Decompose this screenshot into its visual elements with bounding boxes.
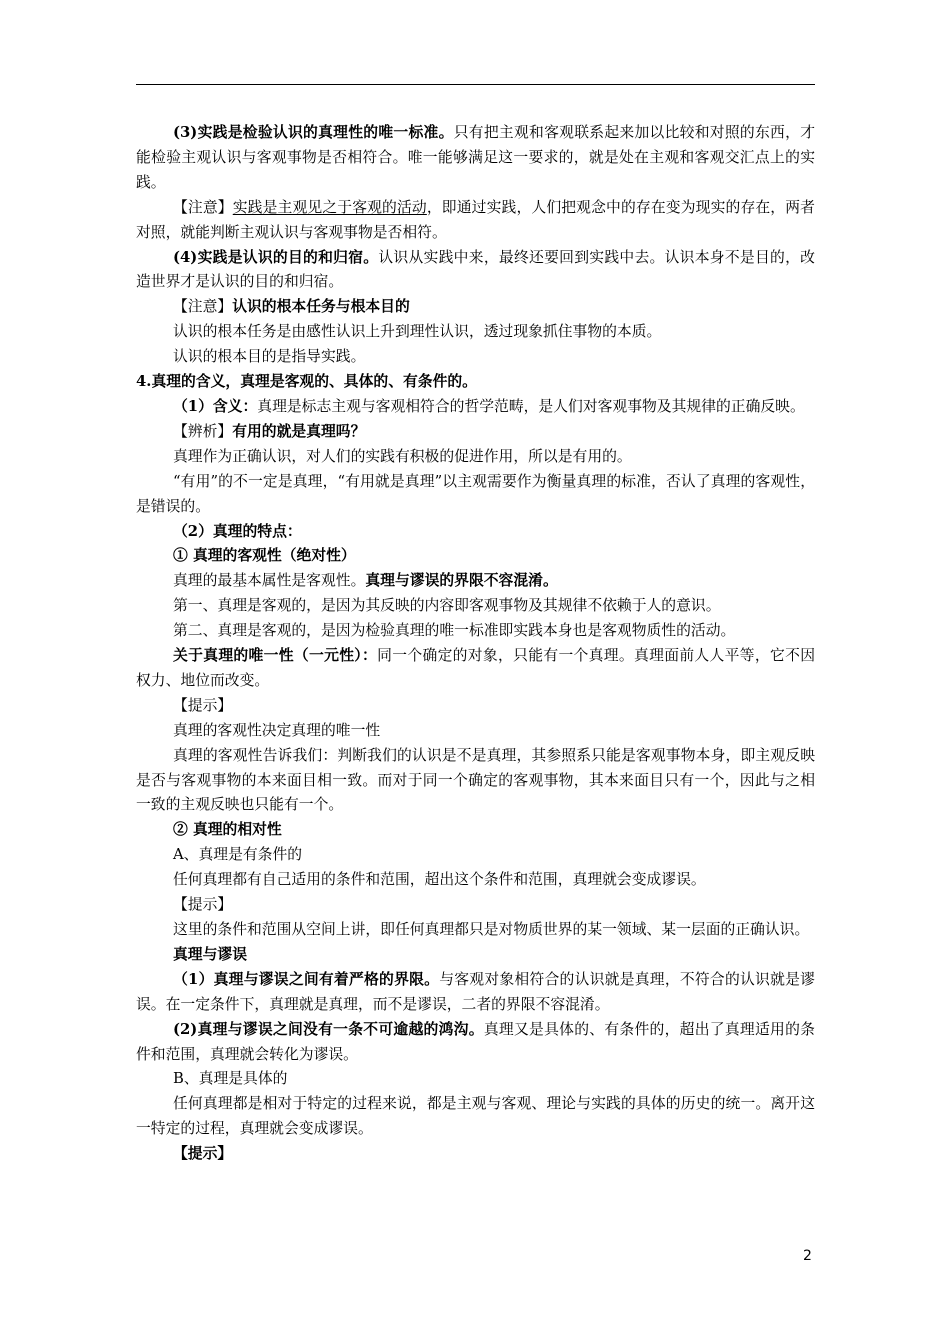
bold-text: 有用的就是真理吗？ [232,422,366,440]
bold-text: （1）真理与谬误之间有着严格的界限。 [173,970,440,988]
paragraph [136,644,815,694]
text-run: 只有把主观和客观联系起来加以比较和对照的东西，才能检验主观认识与客观事物是否相符合。唯一能够满足这一要求的，就是处在主观和客观交汇点上的实践。 [136,124,815,191]
paragraph [136,246,815,296]
text-run: 同一个确定的对象，只能有一个真理。真理面前人人平等，它不因权力、地位而改变。 [136,647,815,689]
bold-text: 关于真理的唯一性（一元性）： [173,647,378,665]
paragraph [136,868,815,893]
paragraph [136,1067,815,1092]
bold-text: 认识的根本任务与根本目的 [232,298,410,316]
text-run: “有用”的不一定是真理，“有用就是真理”以主观需要作为衡量真理的标准，否认了真理的客观性，是错误的。 [136,472,815,515]
text-run: 认识的根本目的是指导实践。 [173,348,366,366]
text-run: 真理的客观性告诉我们：判断我们的认识是不是真理，其参照系只能是客观事物本身，即主观反映是否与客观事物的本来面目相一致。而对于同一个确定的客观事物，其本来面目只有一个，因此与之相一致的主观反映也只能有一个。 [136,746,815,814]
bold-text: 真理与谬误的界限不容混淆。 [365,572,558,590]
text-run: 【提示】 [173,696,233,714]
bold-text: (3)实践是检验认识的真理性的唯一标准。 [173,124,454,141]
paragraph [136,1018,815,1068]
text-run: 【辨析】 [173,422,233,440]
paragraph [136,619,815,644]
page-number: 2 [803,1248,812,1264]
text-run: 认识从实践中来，最终还要回到实践中去。认识本身不是目的，改造世界才是认识的目的和归宿。 [136,248,815,291]
bold-text: （2）真理的特点： [173,522,302,540]
text-run: A、真理是有条件的 [173,846,303,864]
header-rule [136,84,815,85]
text-run: 真理的最基本属性是客观性。 [173,572,366,590]
text-run: 任何真理都有自己适用的条件和范围，超出这个条件和范围，真理就会变成谬误。 [173,871,706,889]
paragraph [136,1092,815,1142]
text-run: 第二、真理是客观的，是因为检验真理的唯一标准即实践本身也是客观物质性的活动。 [173,622,736,640]
paragraph [136,818,815,843]
text-run: 与客观对象相符合的认识就是真理，不符合的认识就是谬误。在一定条件下，真理就是真理，而不是谬误，二者的界限不容混淆。 [136,970,815,1013]
paragraph [136,1142,815,1167]
text-run: 真理的客观性决定真理的唯一性 [173,721,381,739]
bold-text: 【提示】 [173,1145,233,1163]
paragraph [136,320,815,345]
paragraph [136,893,815,918]
paragraph [136,370,815,395]
text-run: 【注意】 [173,298,233,316]
paragraph [136,345,815,370]
text-run: 【注意】 [173,198,233,216]
paragraph [136,196,815,246]
text-run: ，即通过实践，人们把观念中的存在变为现实的存在，两者对照，就能判断主观认识与客观事物是否相符。 [136,198,815,241]
bold-text: (2)真理与谬误之间没有一条不可逾越的鸿沟。 [173,1020,484,1038]
bold-text: 4.真理的含义，真理是客观的、具体的、有条件的。 [136,373,477,391]
paragraph [136,295,815,320]
text-run: 真理又是具体的、有条件的，超出了真理适用的条件和范围，真理就会转化为谬误。 [136,1020,815,1063]
text-run: 第一、真理是客观的，是因为其反映的内容即客观事物及其规律不依赖于人的意识。 [173,597,721,615]
paragraph [136,395,815,420]
bold-text: （1）含义： [173,397,258,415]
text-run: 这里的条件和范围从空间上讲，即任何真理都只是对物质世界的某一领域、某一层面的正确认识。 [173,921,810,938]
bold-text: ② 真理的相对性 [173,821,282,839]
text-run: B、真理是具体的 [173,1070,288,1088]
paragraph [136,943,815,968]
paragraph [136,594,815,619]
paragraph [136,420,815,445]
text-run: 任何真理都是相对于特定的过程来说，都是主观与客观、理论与实践的具体的历史的统一。离开这一特定的过程，真理就会变成谬误。 [136,1095,815,1138]
paragraph [136,569,815,594]
paragraph [136,445,815,470]
paragraph [136,719,815,744]
text-run: 真理作为正确认识，对人们的实践有积极的促进作用，所以是有用的。 [173,447,632,465]
paragraph [136,470,815,520]
paragraph [136,520,815,545]
bold-text: ① 真理的客观性（绝对性） [173,547,356,565]
text-run: 【提示】 [173,896,233,914]
paragraph [136,918,815,943]
document-body [136,121,815,1167]
paragraph [136,744,815,819]
paragraph [136,694,815,719]
paragraph [136,968,815,1018]
bold-text: (4)实践是认识的目的和归宿。 [173,248,379,266]
paragraph [136,544,815,569]
text-run: 真理是标志主观与客观相符合的哲学范畴，是人们对客观事物及其规律的正确反映。 [257,397,805,415]
bold-text: 真理与谬误 [173,945,247,963]
paragraph [136,843,815,868]
paragraph [136,121,815,196]
text-run: 认识的根本任务是由感性认识上升到理性认识，透过现象抓住事物的本质。 [173,323,662,341]
underlined-text: 实践是主观见之于客观的活动 [232,198,427,216]
